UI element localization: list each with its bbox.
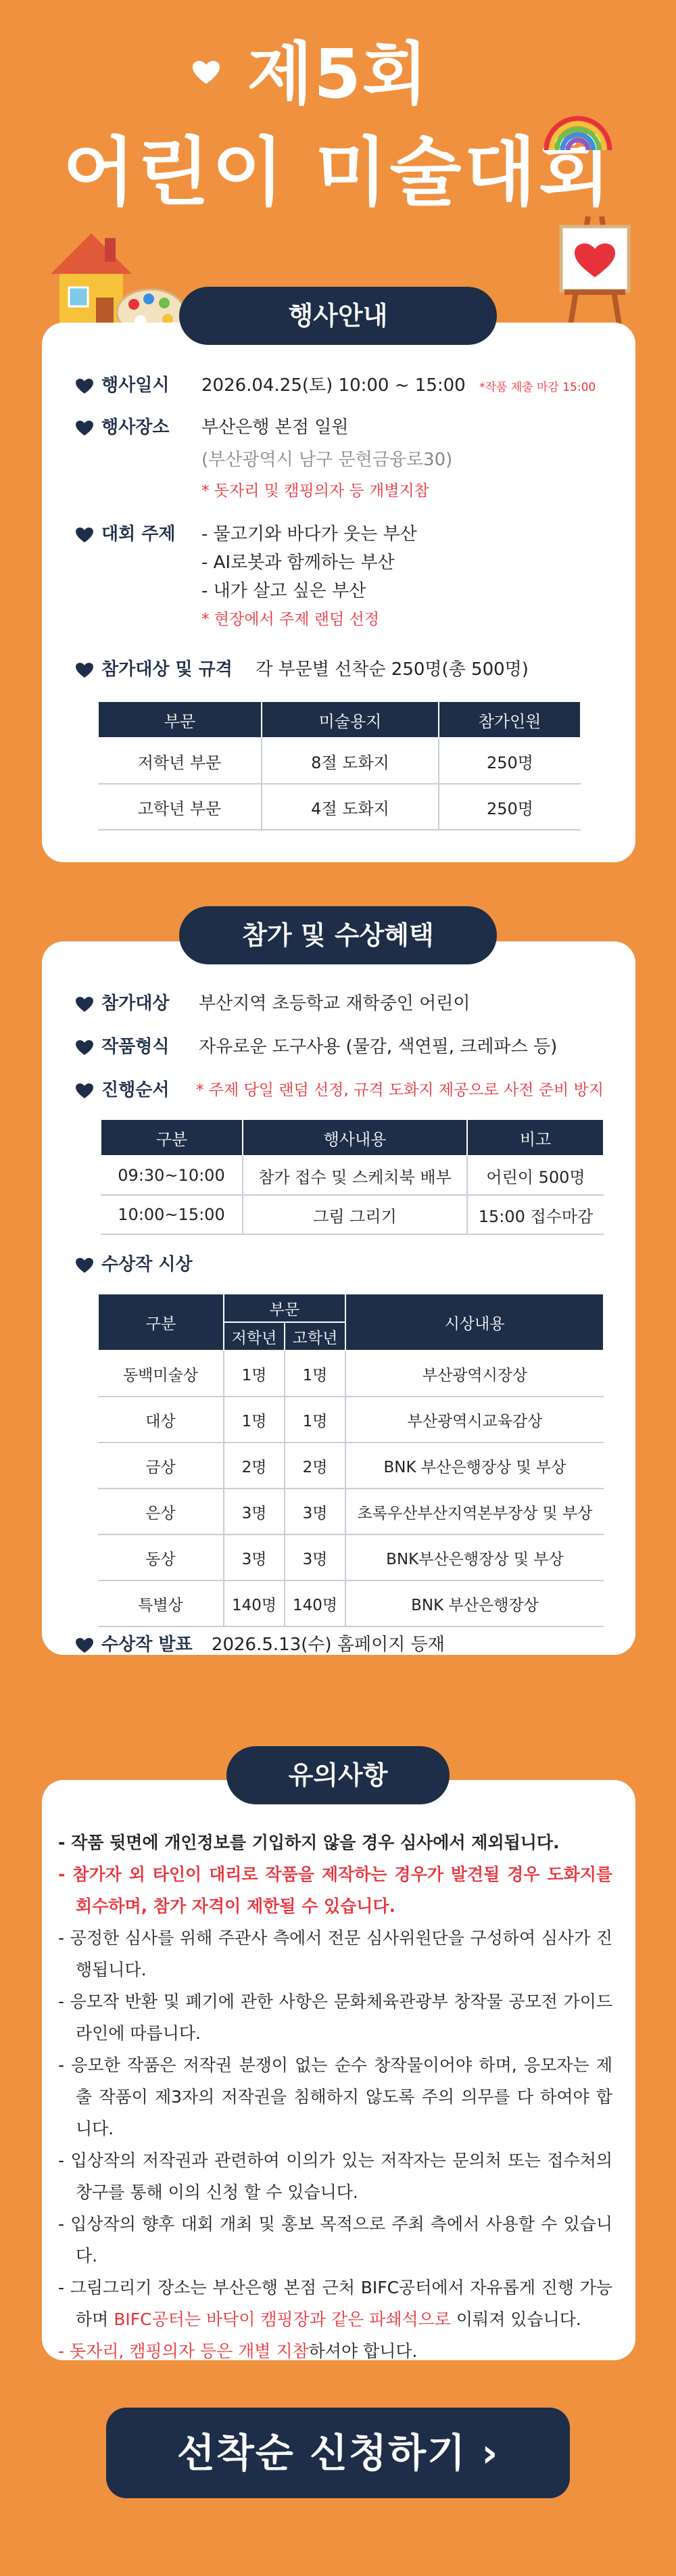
- table-header-cell: 구분: [101, 1119, 243, 1156]
- theme-item: - 내가 살고 싶은 부산: [201, 581, 366, 601]
- table-cell: 1명: [224, 1397, 285, 1443]
- table-cell: 1명: [285, 1351, 345, 1397]
- table-cell: 8절 도화지: [262, 738, 439, 784]
- table-cell: 동상: [98, 1535, 224, 1580]
- participation-order-note: * 주제 당일 랜덤 선정, 규격 도화지 제공으로 사전 준비 방지: [196, 1081, 604, 1099]
- theme-item: - AI로봇과 함께하는 부산: [201, 553, 395, 573]
- heart-bullet-icon: [76, 997, 93, 1012]
- notice-highlight: BIFC공터는 바닥이 캠핑장과 같은 파쇄석으로: [114, 2310, 451, 2329]
- table-cell: 4절 도화지: [262, 784, 439, 830]
- awards-table: [97, 1293, 604, 1627]
- table-cell: 참가 접수 및 스케치북 배부: [243, 1156, 467, 1195]
- event-size-table: [97, 701, 581, 830]
- heart-bullet-icon: [76, 379, 93, 394]
- notice-item: - 입상작의 향후 대회 개최 및 홍보 목적으로 주최 측에서 사용할 수 있습니다.: [58, 2214, 612, 2266]
- table-cell: 250명: [439, 784, 581, 830]
- table-header-cell: 저학년: [224, 1322, 285, 1351]
- notice-text: 하셔야 합니다.: [308, 2341, 418, 2361]
- table-row: [101, 1195, 604, 1234]
- notice-item: - 응모한 작품은 저작권 분쟁이 없는 순수 창작물이어야 하며, 응모자는 제출 작품이 제3자의 저작권을 침해하지 않도록 주의 의무를 다 하여야 합니다.: [58, 2055, 612, 2138]
- table-cell: 15:00 접수마감: [467, 1195, 604, 1234]
- event-place-label: 행사장소: [101, 417, 170, 438]
- notice-highlight: - 돗자리, 캠핑의자 등은 개별 지참: [58, 2341, 309, 2361]
- section-title-event-info: 행사안내: [179, 287, 497, 345]
- notice-item: - 입상작의 저작권과 관련하여 이의가 있는 저작자는 문의처 또는 접수처의 창구를 통해 이의 신청 할 수 있습니다.: [58, 2151, 612, 2202]
- table-cell: 140명: [285, 1580, 345, 1626]
- event-target-label: 참가대상 및 규격: [101, 659, 233, 680]
- announce-label: 수상작 발표: [101, 1635, 193, 1655]
- heart-bullet-icon: [76, 1638, 93, 1653]
- event-theme-label: 대회 주제: [101, 524, 176, 544]
- event-place-value: 부산은행 본점 일원: [201, 417, 349, 438]
- table-row: [98, 1443, 604, 1489]
- table-cell: 부산광역시교육감상: [345, 1397, 604, 1443]
- table-header-row: [101, 1119, 604, 1156]
- table-cell: 특별상: [98, 1580, 224, 1626]
- schedule-table: [100, 1119, 604, 1235]
- event-target-value: 각 부문별 선착순 250명(총 500명): [256, 659, 529, 680]
- table-cell: 저학년 부문: [98, 738, 262, 784]
- event-theme-row: [76, 522, 176, 546]
- table-cell: 고학년 부문: [98, 784, 262, 830]
- event-date-note: *작품 제출 마감 15:00: [479, 381, 596, 394]
- section-title-participation: 참가 및 수상혜택: [179, 906, 497, 964]
- table-cell: 09:30~10:00: [101, 1156, 243, 1195]
- table-cell: 그림 그리기: [243, 1195, 467, 1234]
- heart-bullet-icon: [76, 528, 93, 542]
- heart-bullet-icon: [76, 663, 93, 678]
- rainbow-icon: [541, 108, 615, 156]
- awards-label: 수상작 시상: [101, 1255, 193, 1275]
- table-row: [98, 738, 581, 784]
- notice-item: [58, 2272, 612, 2335]
- table-cell: BNK부산은행장상 및 부상: [345, 1535, 604, 1580]
- table-cell: 3명: [224, 1489, 285, 1535]
- table-row: [98, 1351, 604, 1397]
- participation-target-row: [76, 991, 169, 1016]
- notice-item: - 작품 뒷면에 개인정보를 기입하지 않을 경우 심사에서 제외됩니다.: [58, 1833, 560, 1852]
- participation-target-label: 참가대상: [101, 993, 170, 1014]
- event-theme-note: * 현장에서 주제 랜덤 선정: [201, 611, 379, 628]
- notice-item: - 응모작 반환 및 폐기에 관한 사항은 문화체육관광부 창작물 공모전 가이드라인에 따릅니다.: [58, 1992, 612, 2043]
- table-cell: 초록우산부산지역본부장상 및 부상: [345, 1489, 604, 1535]
- notice-item: - 공정한 심사를 위해 주관사 측에서 전문 심사위원단을 구성하여 심사가 진행됩니다.: [58, 1928, 612, 1980]
- page-title-line1: 제5회: [247, 34, 429, 114]
- table-cell: 1명: [224, 1351, 285, 1397]
- table-row: [98, 784, 581, 830]
- table-header-cell: 구분: [98, 1294, 224, 1351]
- participation-form-value: 자유로운 도구사용 (물감, 색연필, 크레파스 등): [199, 1037, 558, 1057]
- page-title-line2: 어린이 미술대회: [62, 129, 614, 216]
- table-header-cell: 참가인원: [439, 701, 581, 738]
- participation-order-row: [76, 1078, 169, 1102]
- table-cell: 은상: [98, 1489, 224, 1535]
- table-header-cell: 부문: [98, 701, 262, 738]
- heart-bullet-icon: [76, 421, 93, 436]
- table-header-cell: 고학년: [285, 1322, 345, 1351]
- table-cell: 3명: [224, 1535, 285, 1580]
- table-row: [98, 1489, 604, 1535]
- heart-bullet-icon: [76, 1040, 93, 1055]
- announce-row: [76, 1633, 445, 1657]
- participation-form-label: 작품형식: [101, 1037, 170, 1057]
- table-cell: 어린이 500명: [467, 1156, 604, 1195]
- event-place-address: (부산광역시 남구 문현금융로30): [201, 450, 453, 470]
- notice-list: [58, 1827, 612, 2367]
- heart-bullet-icon: [76, 1258, 93, 1273]
- table-cell: 2명: [224, 1443, 285, 1489]
- table-row: [98, 1535, 604, 1580]
- table-cell: 부산광역시장상: [345, 1351, 604, 1397]
- theme-item: - 물고기와 바다가 웃는 부산: [201, 524, 417, 544]
- table-header-row: [98, 701, 581, 738]
- event-date-label: 행사일시: [101, 375, 170, 396]
- table-row: [98, 1580, 604, 1626]
- event-target-row: [76, 657, 529, 682]
- table-cell: 동백미술상: [98, 1351, 224, 1397]
- notice-text: 이뤄져 있습니다.: [450, 2310, 581, 2329]
- table-cell: 1명: [285, 1397, 345, 1443]
- table-cell: BNK 부산은행장상 및 부상: [345, 1443, 604, 1489]
- event-place-row: [76, 415, 169, 440]
- table-header-cell: 미술용지: [262, 701, 439, 738]
- notice-item: [58, 2335, 612, 2367]
- participation-form-row: [76, 1035, 169, 1059]
- table-cell: 2명: [285, 1443, 345, 1489]
- table-cell: 250명: [439, 738, 581, 784]
- section-title-notice: 유의사항: [226, 1746, 450, 1804]
- table-cell: 대상: [98, 1397, 224, 1443]
- table-row: [101, 1156, 604, 1195]
- table-header-row: [98, 1294, 604, 1322]
- table-cell: 금상: [98, 1443, 224, 1489]
- table-header-cell: 부문: [224, 1294, 345, 1322]
- event-place-note: * 돗자리 및 캠핑의자 등 개별지참: [201, 482, 429, 500]
- heart-bullet-icon: [76, 1083, 93, 1098]
- event-date-row: [76, 373, 169, 398]
- announce-value: 2026.5.13(수) 홈페이지 등재: [211, 1635, 445, 1655]
- table-header-cell: 행사내용: [243, 1119, 467, 1156]
- table-cell: 140명: [224, 1580, 285, 1626]
- table-row: [98, 1397, 604, 1443]
- apply-button[interactable]: 선착순 신청하기 ›: [106, 2408, 570, 2498]
- table-cell: BNK 부산은행장상: [345, 1580, 604, 1626]
- event-date-value: 2026.04.25(토) 10:00 ~ 15:00: [201, 375, 466, 396]
- table-header-cell: 비고: [467, 1119, 604, 1156]
- table-cell: 10:00~15:00: [101, 1195, 243, 1234]
- participation-order-label: 진행순서: [101, 1080, 170, 1100]
- event-date-value-row: [201, 373, 596, 400]
- table-cell: 3명: [285, 1535, 345, 1580]
- notice-text: - 그림그리기 장소는 부산은행 본점 근처 BIFC공터에서 자유롭게 진행 가능하며: [58, 2278, 612, 2329]
- notice-item: - 참가자 외 타인이 대리로 작품을 제작하는 경우가 발견될 경우 도화지를 회수하며, 참가 자격이 제한될 수 있습니다.: [58, 1865, 612, 1916]
- participation-target-value: 부산지역 초등학교 재학중인 어린이: [199, 993, 470, 1014]
- awards-row: [76, 1252, 193, 1277]
- table-header-cell: 시상내용: [345, 1294, 604, 1351]
- table-cell: 3명: [285, 1489, 345, 1535]
